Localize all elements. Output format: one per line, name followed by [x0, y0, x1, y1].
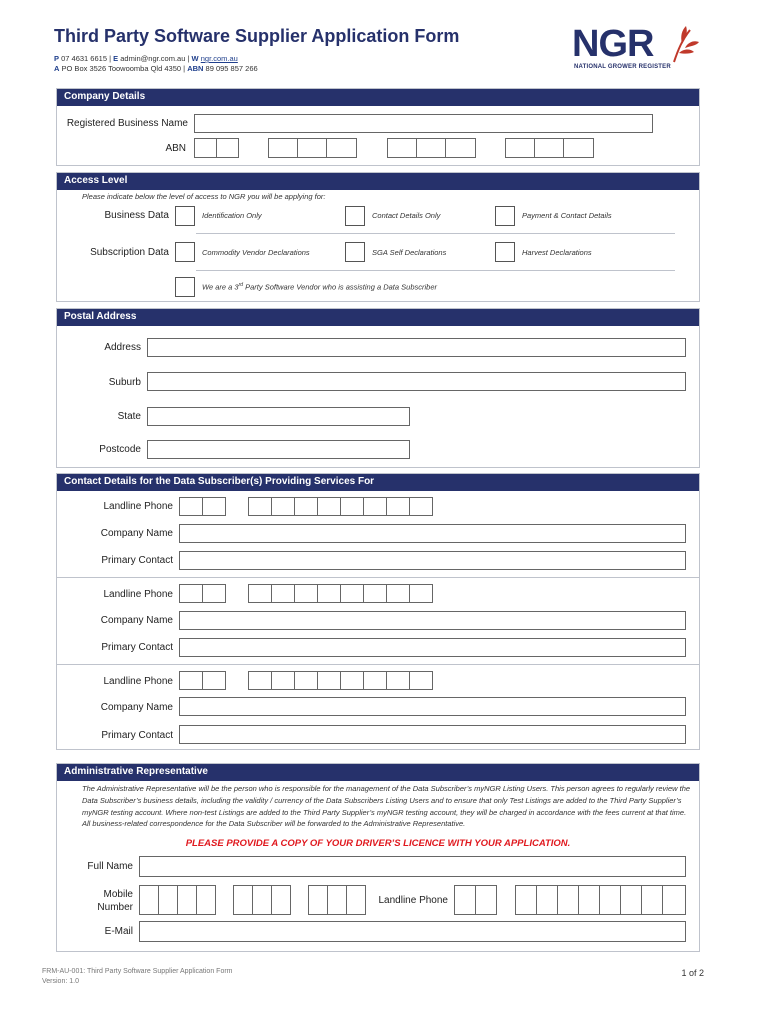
phone-digit[interactable]	[363, 671, 387, 690]
mobile-digit[interactable]	[158, 885, 178, 915]
abn-digit[interactable]	[194, 138, 217, 158]
option-label: Payment & Contact Details	[522, 211, 612, 220]
section-heading: Postal Address	[57, 309, 699, 326]
abn-digit[interactable]	[268, 138, 298, 158]
phone-digit[interactable]	[599, 885, 621, 915]
phone-number: 07 4631 6615	[61, 54, 107, 63]
mobile-digit[interactable]	[196, 885, 216, 915]
mobile-label-line: Mobile	[103, 889, 133, 900]
registered-business-name-label: Registered Business Name	[66, 118, 188, 129]
phone-digit[interactable]	[340, 584, 364, 603]
phone-digit[interactable]	[409, 497, 433, 516]
harvest-declarations-checkbox[interactable]	[495, 242, 515, 262]
phone-digit[interactable]	[557, 885, 579, 915]
primary-contact-label: Primary Contact	[101, 642, 173, 653]
abn-digit[interactable]	[416, 138, 446, 158]
phone-digit[interactable]	[536, 885, 558, 915]
subscription-data-label: Subscription Data	[90, 247, 169, 258]
abn-digit[interactable]	[563, 138, 594, 158]
mobile-digit[interactable]	[271, 885, 291, 915]
address-prefix: A	[54, 64, 60, 73]
website-link[interactable]: ngr.com.au	[200, 54, 238, 63]
form-version: Version: 1.0	[42, 978, 79, 985]
abn-digit[interactable]	[445, 138, 476, 158]
option-label: Identification Only	[202, 211, 262, 220]
phone-digit[interactable]	[386, 497, 410, 516]
separator: |	[109, 54, 112, 63]
access-instruction: Please indicate below the level of access to NGR you will be applying for:	[82, 192, 326, 201]
phone-digit[interactable]	[409, 671, 433, 690]
phone-digit[interactable]	[475, 885, 497, 915]
phone-digit[interactable]	[271, 584, 295, 603]
phone-digit[interactable]	[271, 497, 295, 516]
address-label: Address	[104, 342, 141, 353]
primary-contact-field[interactable]	[179, 551, 686, 570]
mobile-digit[interactable]	[308, 885, 328, 915]
phone-digit[interactable]	[363, 497, 387, 516]
company-name-field[interactable]	[179, 697, 686, 716]
phone-digit[interactable]	[409, 584, 433, 603]
mobile-number-label	[56, 888, 133, 914]
postal-address-text: PO Box 3526 Toowoomba Qld 4350	[61, 64, 182, 73]
business-data-label: Business Data	[104, 210, 169, 221]
suburb-field[interactable]	[147, 372, 686, 391]
option-label: Commodity Vendor Declarations	[202, 248, 310, 257]
abn-digit[interactable]	[534, 138, 564, 158]
phone-digit[interactable]	[363, 584, 387, 603]
phone-digit[interactable]	[248, 584, 272, 603]
company-name-label: Company Name	[100, 528, 173, 539]
separator: |	[183, 64, 186, 73]
third-party-vendor-label	[202, 282, 437, 292]
phone-digit[interactable]	[386, 671, 410, 690]
phone-digit[interactable]	[662, 885, 686, 915]
company-name-field[interactable]	[179, 524, 686, 543]
phone-digit[interactable]	[317, 584, 341, 603]
phone-digit[interactable]	[515, 885, 537, 915]
primary-contact-field[interactable]	[179, 725, 686, 744]
wheat-leaf-icon	[668, 24, 700, 64]
phone-digit[interactable]	[340, 497, 364, 516]
contact-line-1	[54, 54, 238, 63]
primary-contact-label: Primary Contact	[101, 555, 173, 566]
footer-form-info	[42, 967, 233, 987]
admin-description: The Administrative Representative will be the person who is responsible for the management of the Data Subscriber’s myNGR Listing Users. This person agrees to regularly review the Data Subscriber’s business details, including the validity / currency of the Data Subscribers Listing Users and to ensure that only Test Listings are added to the Third Party Supplier’s myNGR testing account. Where non-test Listings are added to the Third Party Supplier’s myNGR testing account, they will be charged in accordance with the fees current at that time. All business-related correspondence for the Data Subscriber will be forwarded to the Administrative Representative.	[82, 784, 691, 829]
phone-digit[interactable]	[248, 497, 272, 516]
divider	[57, 577, 699, 578]
abn-number: 89 095 857 266	[205, 64, 258, 73]
abn-digit[interactable]	[505, 138, 535, 158]
full-name-label: Full Name	[87, 861, 133, 872]
logo-wordmark: NGR	[572, 23, 654, 65]
section-heading: Access Level	[57, 173, 699, 190]
primary-contact-field[interactable]	[179, 638, 686, 657]
phone-digit[interactable]	[386, 584, 410, 603]
contact-details-only-checkbox[interactable]	[345, 206, 365, 226]
phone-digit[interactable]	[340, 671, 364, 690]
section-heading: Contact Details for the Data Subscriber(s) Providing Services For	[57, 474, 699, 491]
website-prefix: W	[191, 54, 199, 63]
company-name-label: Company Name	[100, 615, 173, 626]
phone-digit[interactable]	[179, 584, 203, 603]
mobile-label-line: Number	[97, 902, 133, 913]
licence-warning: PLEASE PROVIDE A COPY OF YOUR DRIVER’S LICENCE WITH YOUR APPLICATION.	[185, 838, 571, 849]
abn-digit[interactable]	[326, 138, 357, 158]
sga-self-declarations-checkbox[interactable]	[345, 242, 365, 262]
address-field[interactable]	[147, 338, 686, 357]
abn-digit[interactable]	[216, 138, 239, 158]
divider	[196, 270, 675, 271]
phone-digit[interactable]	[294, 584, 318, 603]
divider	[57, 664, 699, 665]
company-name-field[interactable]	[179, 611, 686, 630]
payment-contact-details-checkbox[interactable]	[495, 206, 515, 226]
form-id: FRM-AU-001: Third Party Software Supplier Application Form	[42, 968, 233, 975]
email-prefix: E	[113, 54, 119, 63]
phone-digit[interactable]	[202, 497, 226, 516]
full-name-field[interactable]	[139, 856, 686, 877]
postcode-label: Postcode	[99, 444, 141, 455]
vendor-superscript: rd	[238, 282, 244, 288]
landline-phone-label: Landline Phone	[103, 676, 173, 687]
abn-digit[interactable]	[297, 138, 327, 158]
phone-digit[interactable]	[294, 497, 318, 516]
phone-digit[interactable]	[179, 497, 203, 516]
suburb-label: Suburb	[108, 377, 141, 388]
phone-digit[interactable]	[641, 885, 663, 915]
primary-contact-label: Primary Contact	[101, 730, 173, 741]
abn-label: ABN	[165, 143, 186, 154]
mobile-digit[interactable]	[327, 885, 347, 915]
email-label: E-Mail	[104, 926, 133, 937]
page-title: Third Party Software Supplier Application Form	[54, 26, 460, 46]
postcode-field[interactable]	[147, 440, 410, 459]
phone-digit[interactable]	[248, 671, 272, 690]
identification-only-checkbox[interactable]	[175, 206, 195, 226]
separator: |	[187, 54, 190, 63]
landline-phone-label: Landline Phone	[103, 501, 173, 512]
landline-phone-label: Landline Phone	[103, 589, 173, 600]
email-field[interactable]	[139, 921, 686, 942]
page-number: 1 of 2	[681, 968, 704, 978]
phone-prefix: P	[54, 54, 60, 63]
option-label: SGA Self Declarations	[372, 248, 447, 257]
company-name-label: Company Name	[100, 702, 173, 713]
admin-landline-phone-label: Landline Phone	[378, 895, 448, 906]
abn-digit[interactable]	[387, 138, 417, 158]
licence-warning-row	[56, 838, 700, 852]
state-label: State	[117, 411, 141, 422]
section-heading: Company Details	[57, 89, 699, 106]
phone-digit[interactable]	[317, 497, 341, 516]
contact-line-2	[54, 64, 258, 73]
phone-digit[interactable]	[620, 885, 642, 915]
third-party-vendor-checkbox[interactable]	[175, 277, 195, 297]
phone-digit[interactable]	[271, 671, 295, 690]
section-heading: Administrative Representative	[57, 764, 699, 781]
phone-digit[interactable]	[317, 671, 341, 690]
phone-digit[interactable]	[294, 671, 318, 690]
mobile-digit[interactable]	[346, 885, 366, 915]
mobile-digit[interactable]	[252, 885, 272, 915]
abn-prefix: ABN	[187, 64, 204, 73]
ngr-logo	[572, 24, 702, 74]
phone-digit[interactable]	[454, 885, 476, 915]
phone-digit[interactable]	[179, 671, 203, 690]
registered-business-name-field[interactable]	[194, 114, 653, 133]
option-label: Contact Details Only	[372, 211, 441, 220]
mobile-digit[interactable]	[233, 885, 253, 915]
option-label: Harvest Declarations	[522, 248, 592, 257]
mobile-digit[interactable]	[177, 885, 197, 915]
mobile-digit[interactable]	[139, 885, 159, 915]
divider	[196, 233, 675, 234]
commodity-vendor-declarations-checkbox[interactable]	[175, 242, 195, 262]
vendor-text-start: We are a 3	[202, 282, 239, 292]
logo-subtitle: NATIONAL GROWER REGISTER	[574, 64, 671, 70]
email-address: admin@ngr.com.au	[120, 54, 186, 63]
state-field[interactable]	[147, 407, 410, 426]
phone-digit[interactable]	[578, 885, 600, 915]
phone-digit[interactable]	[202, 671, 226, 690]
phone-digit[interactable]	[202, 584, 226, 603]
vendor-text-end: Party Software Vendor who is assisting a Data Subscriber	[243, 282, 437, 292]
